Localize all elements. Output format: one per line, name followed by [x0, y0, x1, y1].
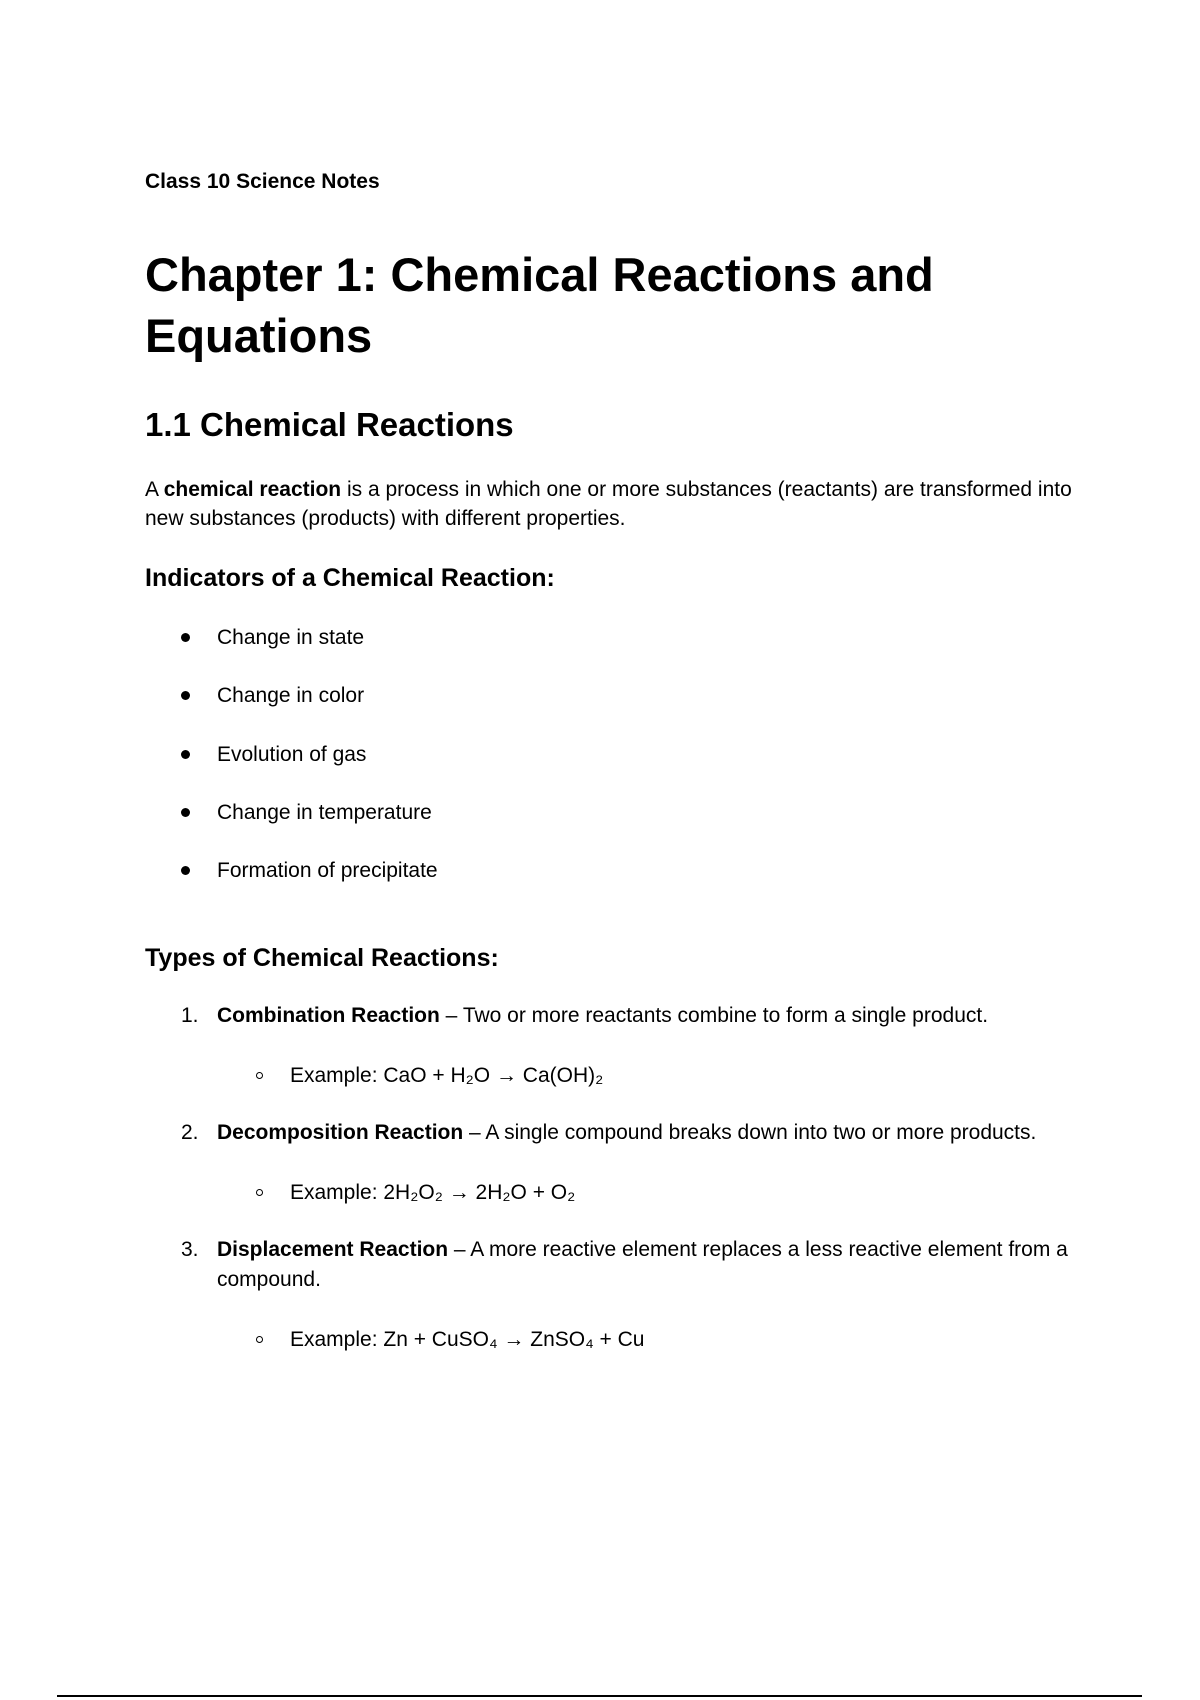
reaction-term: Combination Reaction — [217, 1004, 440, 1027]
list-item-label: Formation of precipitate — [217, 859, 438, 882]
list-item-label: Change in color — [217, 684, 365, 707]
list-item — [217, 858, 438, 884]
bullet-icon — [181, 691, 190, 700]
bullet-icon — [181, 808, 190, 817]
reaction-type-item — [181, 1235, 1097, 1295]
item-number: 3. — [181, 1238, 199, 1261]
example-text: Example: CaO + H₂O → Ca(OH)₂ — [290, 1064, 604, 1087]
reaction-example — [290, 1327, 644, 1353]
list-item — [217, 742, 366, 768]
reaction-type-item — [181, 1118, 1097, 1148]
types-title: Types of Chemical Reactions: — [145, 944, 499, 972]
list-item-label: Evolution of gas — [217, 743, 367, 766]
reaction-example — [290, 1063, 603, 1089]
bullet-icon — [181, 866, 190, 875]
list-item — [217, 683, 364, 709]
intro-rest: is a process in which one or more substances (reactants) are transformed into new substances (products) with different properties. — [145, 478, 1072, 530]
reaction-term: Displacement Reaction — [217, 1238, 449, 1261]
list-item — [217, 800, 432, 826]
item-number: 1. — [181, 1004, 199, 1027]
intro-term: chemical reaction — [163, 478, 342, 501]
example-text: Example: Zn + CuSO₄ → ZnSO₄ + Cu — [290, 1328, 645, 1351]
section-intro — [145, 475, 1095, 533]
reaction-description: – A single compound breaks down into two or more products. — [463, 1121, 1037, 1144]
section-title: 1.1 Chemical Reactions — [145, 406, 514, 443]
bullet-icon — [181, 633, 190, 642]
reaction-type-item — [181, 1001, 1097, 1031]
document-header: Class 10 Science Notes — [145, 170, 380, 193]
reaction-description: – A more reactive element replaces a less reactive element from a compound. — [217, 1238, 1068, 1291]
list-item-label: Change in temperature — [217, 801, 432, 824]
reaction-term: Decomposition Reaction — [217, 1121, 464, 1144]
indicators-title: Indicators of a Chemical Reaction: — [145, 564, 555, 592]
intro-prefix: A — [145, 478, 164, 501]
bottom-divider — [57, 1695, 1142, 1697]
item-number: 2. — [181, 1121, 199, 1144]
reaction-example — [290, 1180, 575, 1206]
circle-bullet-icon — [256, 1072, 263, 1079]
list-item-label: Change in state — [217, 626, 365, 649]
circle-bullet-icon — [256, 1189, 263, 1196]
bullet-icon — [181, 750, 190, 759]
circle-bullet-icon — [256, 1336, 263, 1343]
chapter-title: Chapter 1: Chemical Reactions and Equations — [145, 248, 934, 362]
reaction-description: – Two or more reactants combine to form a single product. — [439, 1004, 989, 1027]
example-text: Example: 2H₂O₂ → 2H₂O + O₂ — [290, 1181, 576, 1204]
list-item — [217, 625, 364, 651]
